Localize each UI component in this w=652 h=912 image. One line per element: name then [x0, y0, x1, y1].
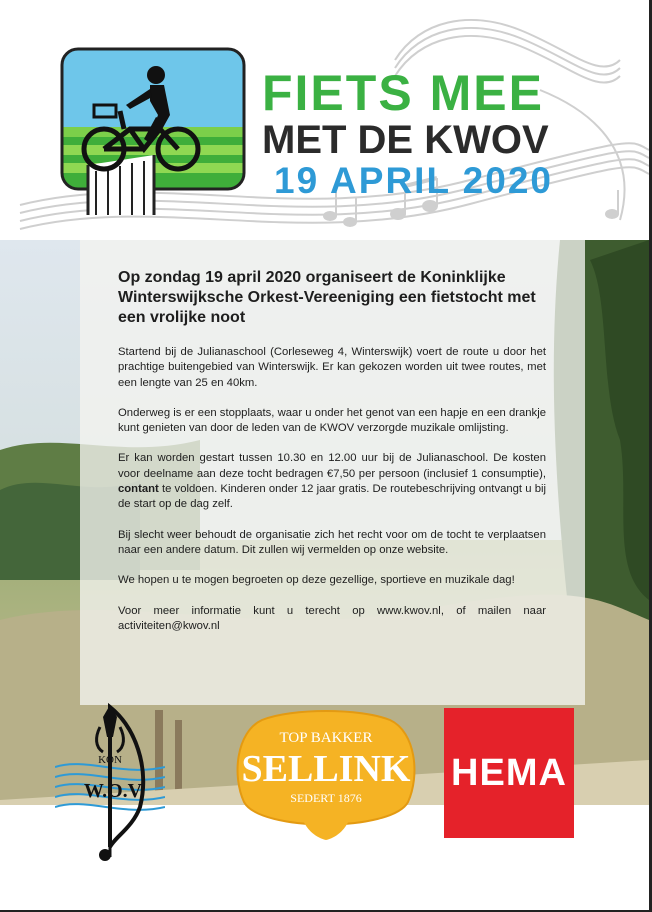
hema-logo: [444, 708, 574, 838]
sellink-top-text: TOP BAKKER: [279, 730, 373, 746]
costs-text-start: Er kan worden gestart tussen 10.30 en 12.00 uur bij de Julianaschool. De kosten voor deelname aan deze tocht bedragen €7,50 per persoon (inclusief 1 consumptie),: [118, 452, 546, 480]
article: [118, 268, 546, 649]
kwov-logo: [55, 697, 165, 862]
paragraph-stop: Onderweg is er een stopplaats, waar u onder het genot van een hapje en een drankje kunt genieten van door de leden van de KWOV verzorgde muzikale omlijsting.: [118, 406, 546, 435]
paragraph-costs: [118, 451, 546, 512]
hema-text: HEMA: [451, 751, 567, 794]
paragraph-info: Voor meer informatie kunt u terecht op www.kwov.nl, of mailen naar activiteiten@kwov.nl: [118, 604, 546, 632]
costs-contant: contant: [118, 483, 159, 496]
sellink-name-text: SELLINK: [241, 748, 411, 790]
sellink-sub-text: SEDERT 1876: [290, 791, 362, 805]
paragraph-weather: Bij slecht weer behoudt de organisatie zich het recht voor om de tocht te verplaatsen naar een andere datum. Dit zullen wij vermelden op onze website.: [118, 528, 546, 556]
kwov-name-text: W.O.V: [83, 780, 143, 802]
header: [0, 0, 649, 240]
title-met-de-kwov: MET DE KWOV: [262, 118, 549, 162]
lead-heading: Op zondag 19 april 2020 organiseert de Koninklijke Winterswijksche Orkest-Vereeniging een fietstocht met een vrolijke noot: [118, 269, 536, 326]
paragraph-welcome: We hopen u te mogen begroeten op deze gezellige, sportieve en muzikale dag!: [118, 574, 515, 587]
kwov-kon-text: KON: [98, 754, 122, 766]
title-block: [262, 65, 642, 201]
cyclist-logo: [60, 45, 248, 215]
sellink-logo: [232, 706, 420, 844]
title-fiets-mee: FIETS MEE: [262, 65, 544, 121]
title-date: 19 APRIL 2020: [274, 160, 553, 201]
costs-text-end: te voldoen. Kinderen onder 12 jaar gratis. De routebeschrijving ontvangt u bij de start op de dag zelf.: [118, 483, 546, 511]
paragraph-route: Startend bij de Julianaschool (Corleseweg 4, Winterswijk) voert de route u door het prachtige buitengebied van Winterswijk. Er kan gekozen worden uit twee routes, met een lengte van 25 en 40km.: [118, 346, 546, 389]
